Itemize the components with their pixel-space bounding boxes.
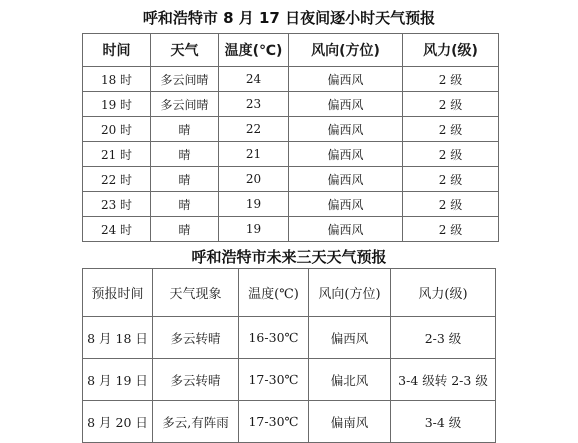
cell-time: 21 时 [83,142,151,167]
cell-wind-direction: 偏西风 [289,192,403,217]
cell-temperature: 23 [219,92,289,117]
cell-time: 22 时 [83,167,151,192]
cell-temperature: 16-30℃ [239,317,309,359]
cell-weather: 晴 [151,142,219,167]
cell-weather: 晴 [151,167,219,192]
table-row [83,117,499,142]
daily-forecast-title: 呼和浩特市未来三天天气预报 [191,248,387,266]
cell-temperature: 19 [219,192,289,217]
cell-wind-direction: 偏南风 [309,401,391,443]
cell-date: 8 月 18 日 [83,317,153,359]
cell-wind-force: 2 级 [403,217,499,242]
cell-wind-force: 2 级 [403,167,499,192]
cell-wind-direction: 偏西风 [289,142,403,167]
table-row [83,217,499,242]
col-header-forecast-date: 预报时间 [83,269,153,317]
col-header-temperature: 温度(℃) [239,269,309,317]
cell-temperature: 19 [219,217,289,242]
cell-wind-force: 3-4 级 [391,401,496,443]
cell-wind-direction: 偏西风 [289,217,403,242]
cell-date: 8 月 20 日 [83,401,153,443]
col-header-temperature: 温度(℃) [219,34,289,67]
cell-weather: 多云转晴 [153,359,239,401]
cell-wind-direction: 偏西风 [289,67,403,92]
table-row [83,401,496,443]
table-row [83,92,499,117]
cell-weather: 多云转晴 [153,317,239,359]
cell-wind-force: 2 级 [403,142,499,167]
cell-weather: 晴 [151,192,219,217]
cell-date: 8 月 19 日 [83,359,153,401]
col-header-wind-force: 风力(级) [391,269,496,317]
table-row [83,142,499,167]
cell-wind-force: 2 级 [403,192,499,217]
table-row [83,167,499,192]
daily-header-row [83,269,496,317]
cell-wind-direction: 偏西风 [289,92,403,117]
cell-temperature: 24 [219,67,289,92]
daily-forecast-table [82,268,496,443]
cell-wind-direction: 偏西风 [289,167,403,192]
table-row [83,317,496,359]
cell-temperature: 21 [219,142,289,167]
cell-wind-force: 2-3 级 [391,317,496,359]
cell-wind-direction: 偏西风 [309,317,391,359]
hourly-forecast-title: 呼和浩特市 8 月 17 日夜间逐小时天气预报 [142,9,436,27]
cell-weather: 多云间晴 [151,67,219,92]
cell-weather: 晴 [151,217,219,242]
cell-time: 20 时 [83,117,151,142]
cell-temperature: 22 [219,117,289,142]
cell-wind-force: 2 级 [403,67,499,92]
col-header-wind-direction: 风向(方位) [289,34,403,67]
cell-time: 24 时 [83,217,151,242]
hourly-forecast-table [82,33,499,242]
table-row [83,359,496,401]
cell-weather: 多云间晴 [151,92,219,117]
cell-time: 19 时 [83,92,151,117]
cell-wind-force: 2 级 [403,117,499,142]
cell-weather: 晴 [151,117,219,142]
hourly-header-row [83,34,499,67]
col-header-weather-phenomenon: 天气现象 [153,269,239,317]
cell-wind-direction: 偏西风 [289,117,403,142]
cell-temperature: 17-30℃ [239,401,309,443]
col-header-weather: 天气 [151,34,219,67]
cell-time: 18 时 [83,67,151,92]
cell-wind-force: 2 级 [403,92,499,117]
cell-weather: 多云,有阵雨 [153,401,239,443]
col-header-wind-force: 风力(级) [403,34,499,67]
cell-time: 23 时 [83,192,151,217]
cell-temperature: 20 [219,167,289,192]
col-header-time: 时间 [83,34,151,67]
cell-temperature: 17-30℃ [239,359,309,401]
table-row [83,192,499,217]
cell-wind-direction: 偏北风 [309,359,391,401]
table-row [83,67,499,92]
cell-wind-force: 3-4 级转 2-3 级 [391,359,496,401]
col-header-wind-direction: 风向(方位) [309,269,391,317]
